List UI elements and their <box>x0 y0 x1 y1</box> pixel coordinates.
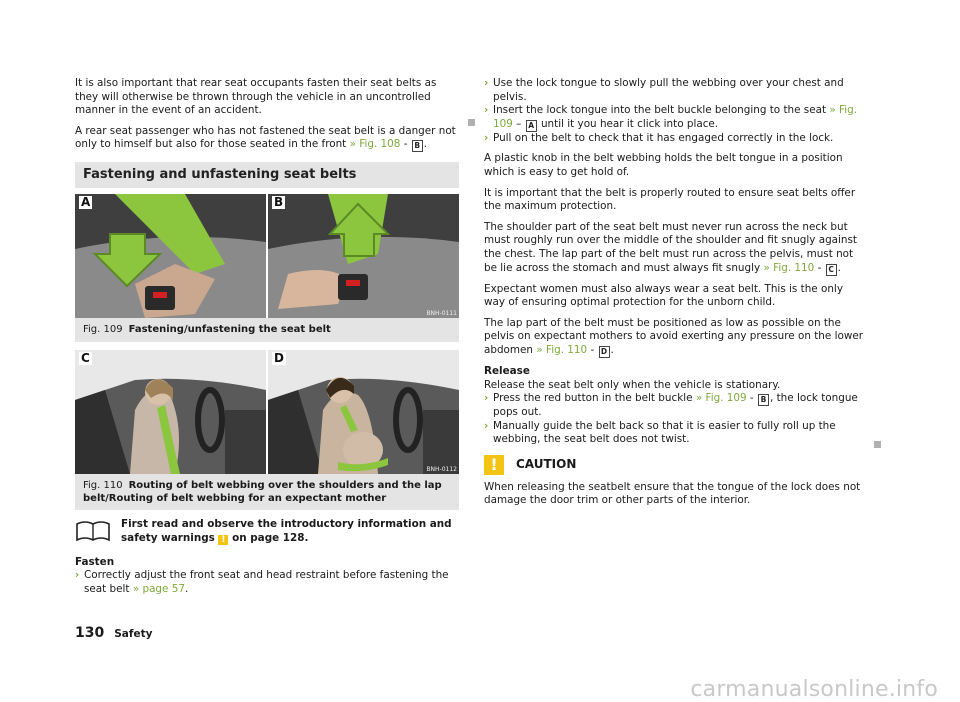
figure-109-panel-b <box>268 194 459 318</box>
page-number: 130 <box>75 625 105 641</box>
page-section: Safety <box>114 628 153 640</box>
driver-seatbelt-routing-illustration <box>75 350 266 474</box>
figure-110 <box>75 350 459 510</box>
release-steps <box>484 392 866 447</box>
panel-label-b: B <box>274 195 284 210</box>
figure-109-panel-a <box>75 194 266 318</box>
caution-title: CAUTION <box>516 457 577 472</box>
list-item: › Press the red button in the belt buckle » Fig. 109 - B , the lock tongue pops out. <box>484 392 858 419</box>
fasten-steps <box>75 569 459 596</box>
read-first-note: First read and observe the introductory information and safety warnings ! on page 128. <box>75 518 459 545</box>
figure-110-panel-c <box>75 350 266 474</box>
fig-109-link[interactable]: » Fig. 109 <box>695 392 747 405</box>
caution-text: When releasing the seatbelt ensure that the tongue of the lock does not damage the door trim or other parts of the interior. <box>484 480 861 507</box>
paragraph-belt-routing: It is important that the belt is properly routed to ensure seat belts offer the maximum protection. <box>484 186 856 213</box>
page-57-link[interactable]: » page 57 <box>132 582 185 595</box>
badge-b: B <box>412 140 423 152</box>
figure-109 <box>75 194 459 342</box>
step-arrow-icon: › <box>484 131 489 144</box>
panel-label-a: A <box>81 195 91 210</box>
expectant-mother-seatbelt-illustration <box>268 350 459 474</box>
seatbelt-fastening-illustration <box>75 194 266 318</box>
badge-a: A <box>526 120 537 132</box>
step-arrow-icon: › <box>75 569 80 582</box>
fasten-heading: Fasten <box>75 555 115 568</box>
open-book-icon <box>75 518 111 544</box>
list-item: › Correctly adjust the front seat and head restraint before fastening the seat belt » page 57. <box>75 569 449 595</box>
paragraph-rear-passenger: A rear seat passenger who has not fastened the seat belt is a danger not only to himself but also for those seated in the front » Fig. 108 - B . <box>75 124 456 151</box>
paragraph-shoulder-belt: The shoulder part of the seat belt must never run across the neck but must roughly run over the middle of the shoulder and fit snugly against the chest. The lap part of the belt must run across the pelvis, must not be lie across the stomach and must always fit snugly » Fig. 110 - C . <box>484 220 858 274</box>
figure-109-caption: Fig. 109 Fastening/unfastening the seat belt <box>75 318 459 342</box>
fig-109-link[interactable]: » Fig. 109 <box>493 104 858 130</box>
watermark: carmanualsonline.info <box>690 677 938 702</box>
badge-d: D <box>599 346 610 358</box>
step-arrow-icon: › <box>484 104 489 117</box>
caution-icon: ! <box>484 455 504 475</box>
step-arrow-icon: › <box>484 419 489 432</box>
panel-label-d: D <box>274 351 284 366</box>
warning-icon: ! <box>218 535 228 545</box>
list-item: › Pull on the belt to check that it has engaged correctly in the lock. <box>484 131 834 144</box>
section-end-marker-icon <box>468 119 475 126</box>
caution-header <box>484 455 866 475</box>
figure-110-caption: Fig. 110 Routing of belt webbing over the shoulders and the lap belt/Routing of belt webbing for an expectant mother <box>75 474 459 510</box>
page-reference-link[interactable]: on page 128. <box>232 531 309 544</box>
fasten-steps-continued <box>484 77 866 145</box>
section-title: Fastening and unfastening seat belts <box>75 162 459 188</box>
paragraph-lap-belt: The lap part of the belt must be positioned as low as possible on the pelvis on expectant mothers to avoid exerting any pressure on the lower abdomen » Fig. 110 - D . <box>484 316 863 356</box>
fig-108-link[interactable]: » Fig. 108 <box>349 138 401 151</box>
right-column <box>484 77 866 515</box>
release-heading: Release <box>484 364 530 377</box>
badge-b: B <box>758 394 769 406</box>
figure-110-panel-d <box>268 350 459 474</box>
paragraph-rear-occupants: It is also important that rear seat occupants fasten their seat belts as they will otherwise be thrown through the vehicle in an uncontrolled manner in the event of an accident. <box>75 77 437 117</box>
fig-110-link[interactable]: » Fig. 110 <box>763 261 815 274</box>
seatbelt-unfastening-illustration <box>268 194 459 318</box>
step-arrow-icon: › <box>484 77 489 89</box>
fig-110-link[interactable]: » Fig. 110 <box>536 343 588 356</box>
paragraph-plastic-knob: A plastic knob in the belt webbing holds the belt tongue in a position which is easy to get hold of. <box>484 152 843 178</box>
list-item: › Use the lock tongue to slowly pull the webbing over your chest and pelvis. <box>484 77 844 103</box>
figure-code: BNH-0111 <box>426 310 457 318</box>
section-end-marker-icon <box>874 441 881 448</box>
paragraph-expectant-women: Expectant women must also always wear a seat belt. This is the only way of ensuring optimal protection for the unborn child. <box>484 282 843 309</box>
step-arrow-icon: › <box>484 392 489 405</box>
badge-c: C <box>826 264 837 276</box>
list-item: › Manually guide the belt back so that it is easier to fully roll up the webbing, the seat belt does not twist. <box>484 419 836 446</box>
figure-code: BNH-0112 <box>426 466 457 474</box>
release-intro: Release the seat belt only when the vehicle is stationary. <box>484 378 781 391</box>
panel-label-c: C <box>81 351 90 366</box>
left-column <box>75 77 459 603</box>
list-item: › Insert the lock tongue into the belt buckle belonging to the seat » Fig. 109 – A until it you hear it click into place. <box>484 104 858 130</box>
page-footer <box>75 627 152 642</box>
